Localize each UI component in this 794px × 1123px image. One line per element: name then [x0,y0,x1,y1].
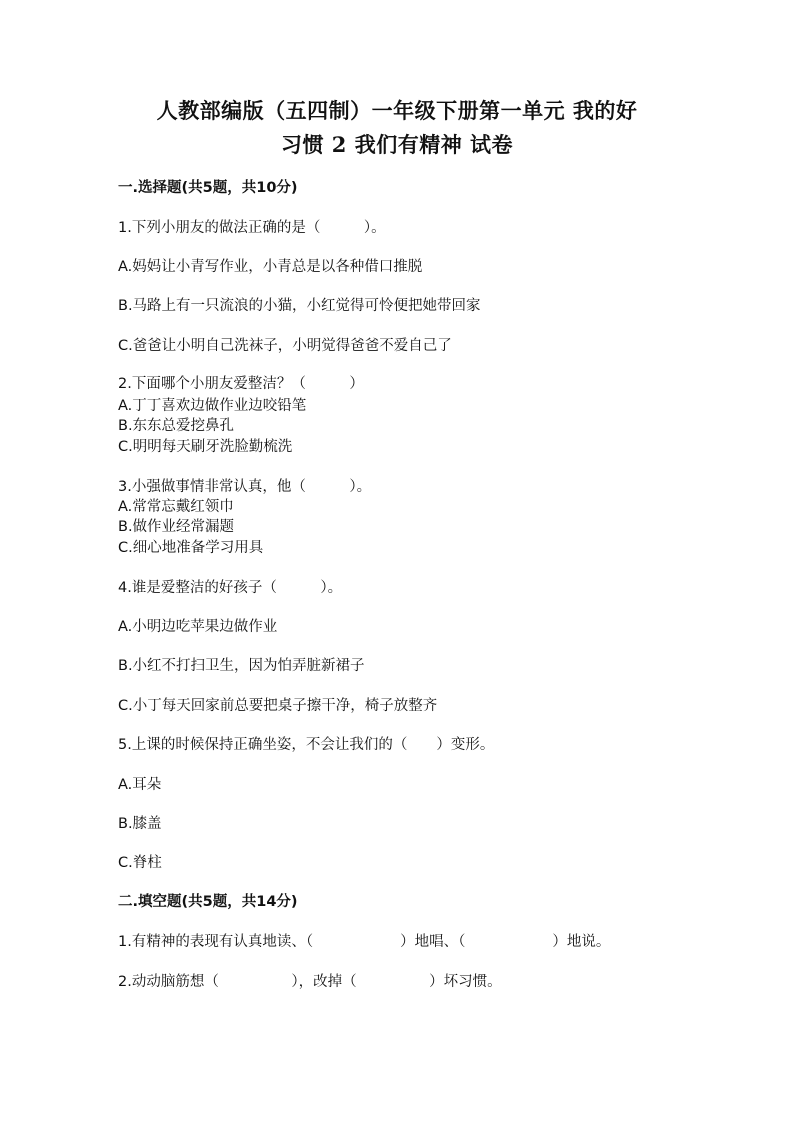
question-3-option-b: B.做作业经常漏题 [118,519,235,535]
section1-heading: 一.选择题(共5题，共10分) [118,180,298,196]
question-5-option-a: A.耳朵 [118,777,162,793]
fill-question-2: 2.动动脑筋想（ ），改掉（ ）坏习惯。 [118,974,502,990]
question-4-stem: 4.谁是爱整洁的好孩子（ ）。 [118,580,343,596]
question-1-option-b: B.马路上有一只流浪的小猫，小红觉得可怜便把她带回家 [118,298,481,314]
question-2-option-a: A.丁丁喜欢边做作业边咬铅笔 [118,398,307,414]
fill-question-1: 1.有精神的表现有认真地读、（ ）地唱、（ ）地说。 [118,934,611,950]
question-4-option-c: C.小丁每天回家前总要把桌子擦干净，椅子放整齐 [118,698,438,714]
question-2-stem: 2.下面哪个小朋友爱整洁？（ ） [118,376,364,392]
question-3-option-c: C.细心地准备学习用具 [118,540,264,556]
question-5-stem: 5.上课的时候保持正确坐姿，不会让我们的（ ）变形。 [118,737,495,753]
question-5-option-b: B.膝盖 [118,816,162,832]
question-1-stem: 1.下列小朋友的做法正确的是（ ）。 [118,220,386,236]
question-1-option-a: A.妈妈让小青写作业，小青总是以各种借口推脱 [118,259,423,275]
section2-heading: 二.填空题(共5题，共14分) [118,894,298,910]
question-5-option-c: C.脊柱 [118,855,162,871]
exam-title-line1: 人教部编版（五四制）一年级下册第一单元 我的好 [156,98,638,123]
question-2-option-c: C.明明每天刷牙洗脸勤梳洗 [118,439,293,455]
exam-title-line2: 习惯 2 我们有精神 试卷 [280,132,514,157]
question-3-stem: 3.小强做事情非常认真，他（ ）。 [118,479,372,495]
question-3-option-a: A.常常忘戴红领巾 [118,499,234,515]
question-1-option-c: C.爸爸让小明自己洗袜子，小明觉得爸爸不爱自己了 [118,338,452,354]
question-2-option-b: B.东东总爱挖鼻孔 [118,418,235,434]
question-4-option-b: B.小红不打扫卫生，因为怕弄脏新裙子 [118,658,365,674]
question-4-option-a: A.小明边吃苹果边做作业 [118,619,278,635]
